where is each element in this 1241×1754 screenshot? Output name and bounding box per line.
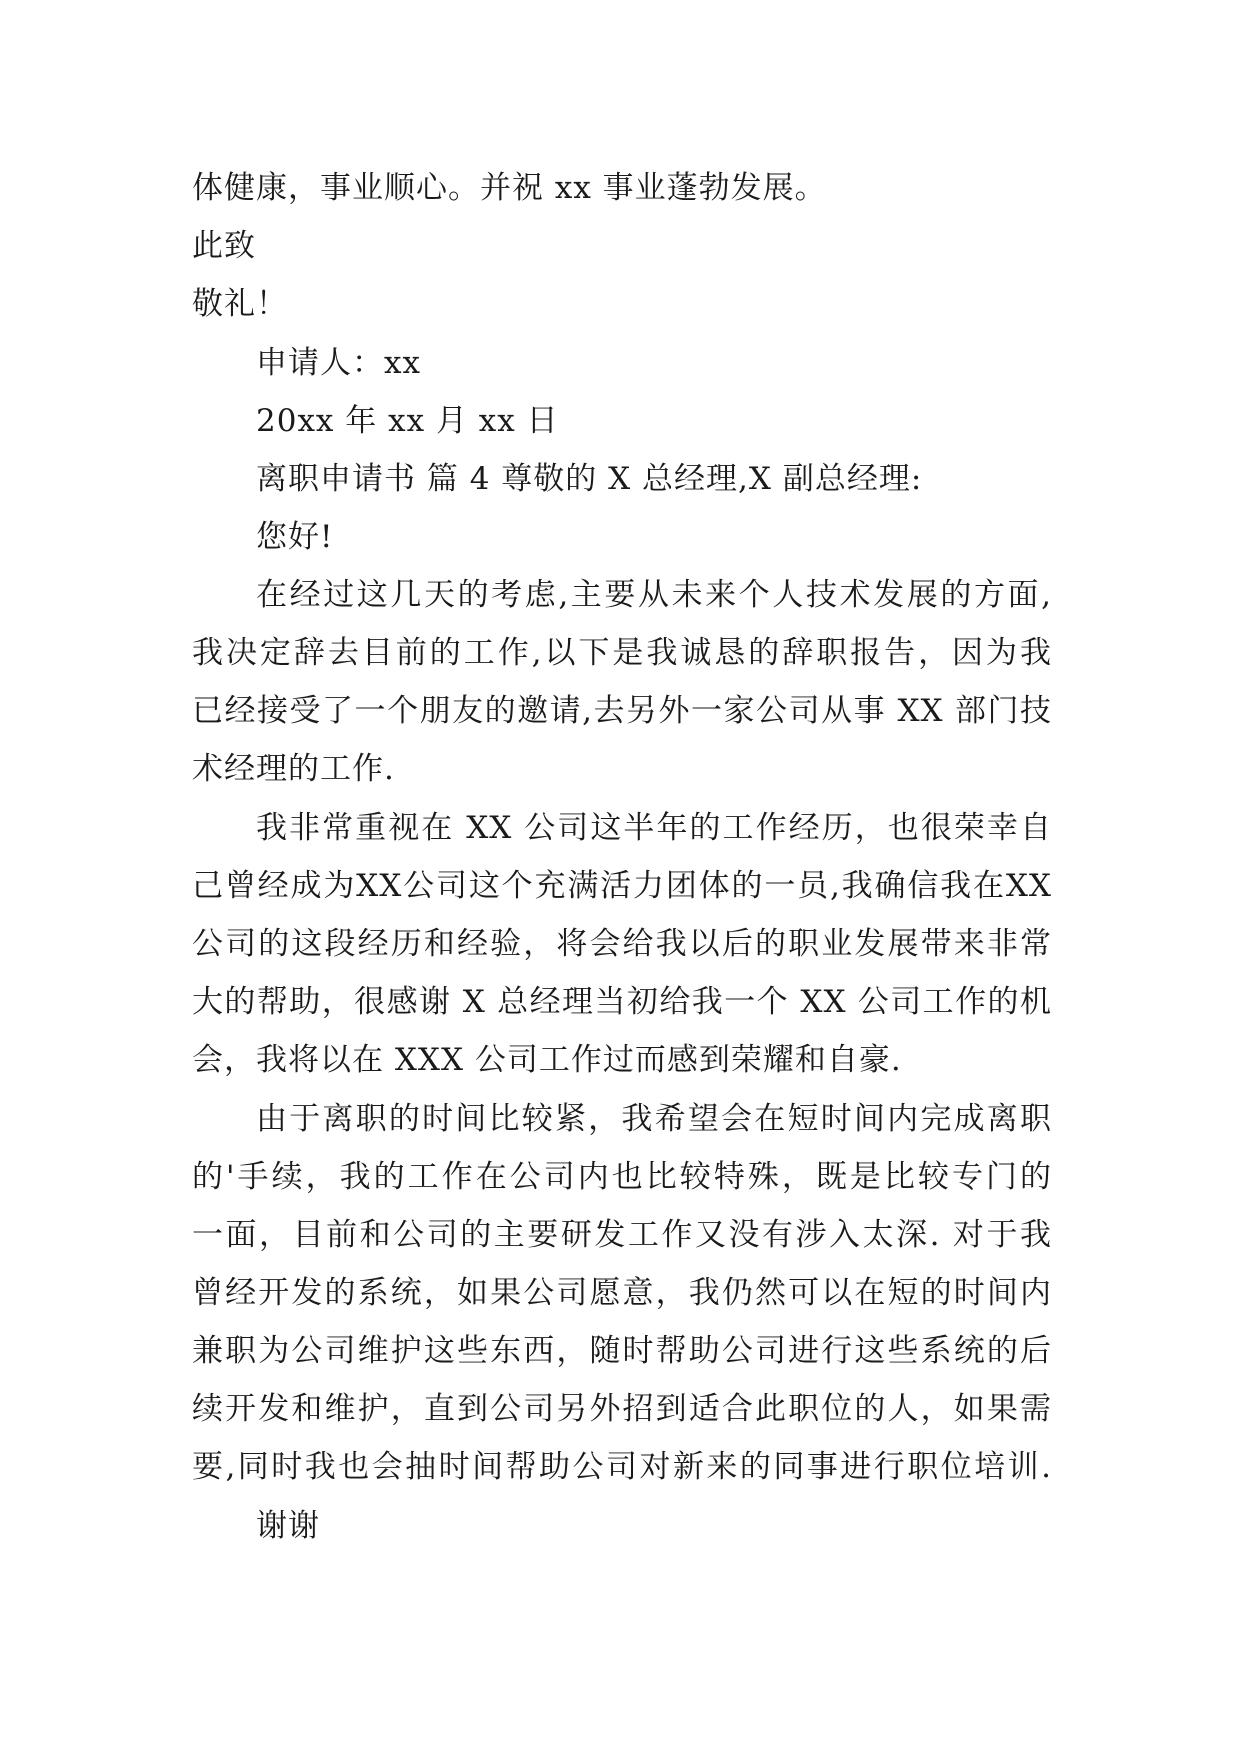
thanks-line: 谢谢 <box>256 1508 320 1544</box>
applicant-line: 申请人：xx <box>256 345 421 381</box>
paragraph-line: 曾经开发的系统，如果公司愿意，我仍然可以在短的时间内 <box>192 1275 1052 1311</box>
salutation-line: 敬礼！ <box>192 286 288 322</box>
paragraph-line: 我决定辞去目前的工作,以下是我诚恳的辞职报告，因为我 <box>192 635 1052 671</box>
paragraph-line: 由于离职的时间比较紧，我希望会在短时间内完成离职 <box>256 1101 1052 1137</box>
paragraph-line: 的'手续，我的工作在公司内也比较特殊，既是比较专门的 <box>192 1159 1052 1195</box>
paragraph-line: 要,同时我也会抽时间帮助公司对新来的同事进行职位培训. <box>192 1449 1052 1485</box>
text-line: 体健康，事业顺心。并祝 xx 事业蓬勃发展。 <box>192 170 827 206</box>
paragraph-line: 一面，目前和公司的主要研发工作又没有涉入太深. 对于我 <box>192 1217 1052 1253</box>
paragraph-line: 己曾经成为XX公司这个充满活力团体的一员,我确信我在XX <box>192 868 1052 904</box>
paragraph-line: 兼职为公司维护这些东西，随时帮助公司进行这些系统的后 <box>192 1333 1052 1369</box>
paragraph-line: 大的帮助，很感谢 X 总经理当初给我一个 XX 公司工作的机 <box>192 984 1052 1020</box>
date-line: 20xx 年 xx 月 xx 日 <box>256 403 559 439</box>
letter-heading: 离职申请书 篇 4 尊敬的 X 总经理,X 副总经理: <box>256 461 923 497</box>
paragraph-line: 在经过这几天的考虑,主要从未来个人技术发展的方面, <box>256 577 1052 613</box>
greeting-line: 您好! <box>256 519 334 555</box>
paragraph-line: 我非常重视在 XX 公司这半年的工作经历，也很荣幸自 <box>256 810 1052 846</box>
paragraph-line: 续开发和维护，直到公司另外招到适合此职位的人，如果需 <box>192 1391 1052 1427</box>
paragraph-line: 术经理的工作. <box>192 751 395 787</box>
paragraph-line: 公司的这段经历和经验，将会给我以后的职业发展带来非常 <box>192 926 1052 962</box>
closing-line: 此致 <box>192 228 256 264</box>
paragraph-line: 会，我将以在 XXX 公司工作过而感到荣耀和自豪. <box>192 1042 902 1078</box>
paragraph-line: 已经接受了一个朋友的邀请,去另外一家公司从事 XX 部门技 <box>192 693 1052 729</box>
